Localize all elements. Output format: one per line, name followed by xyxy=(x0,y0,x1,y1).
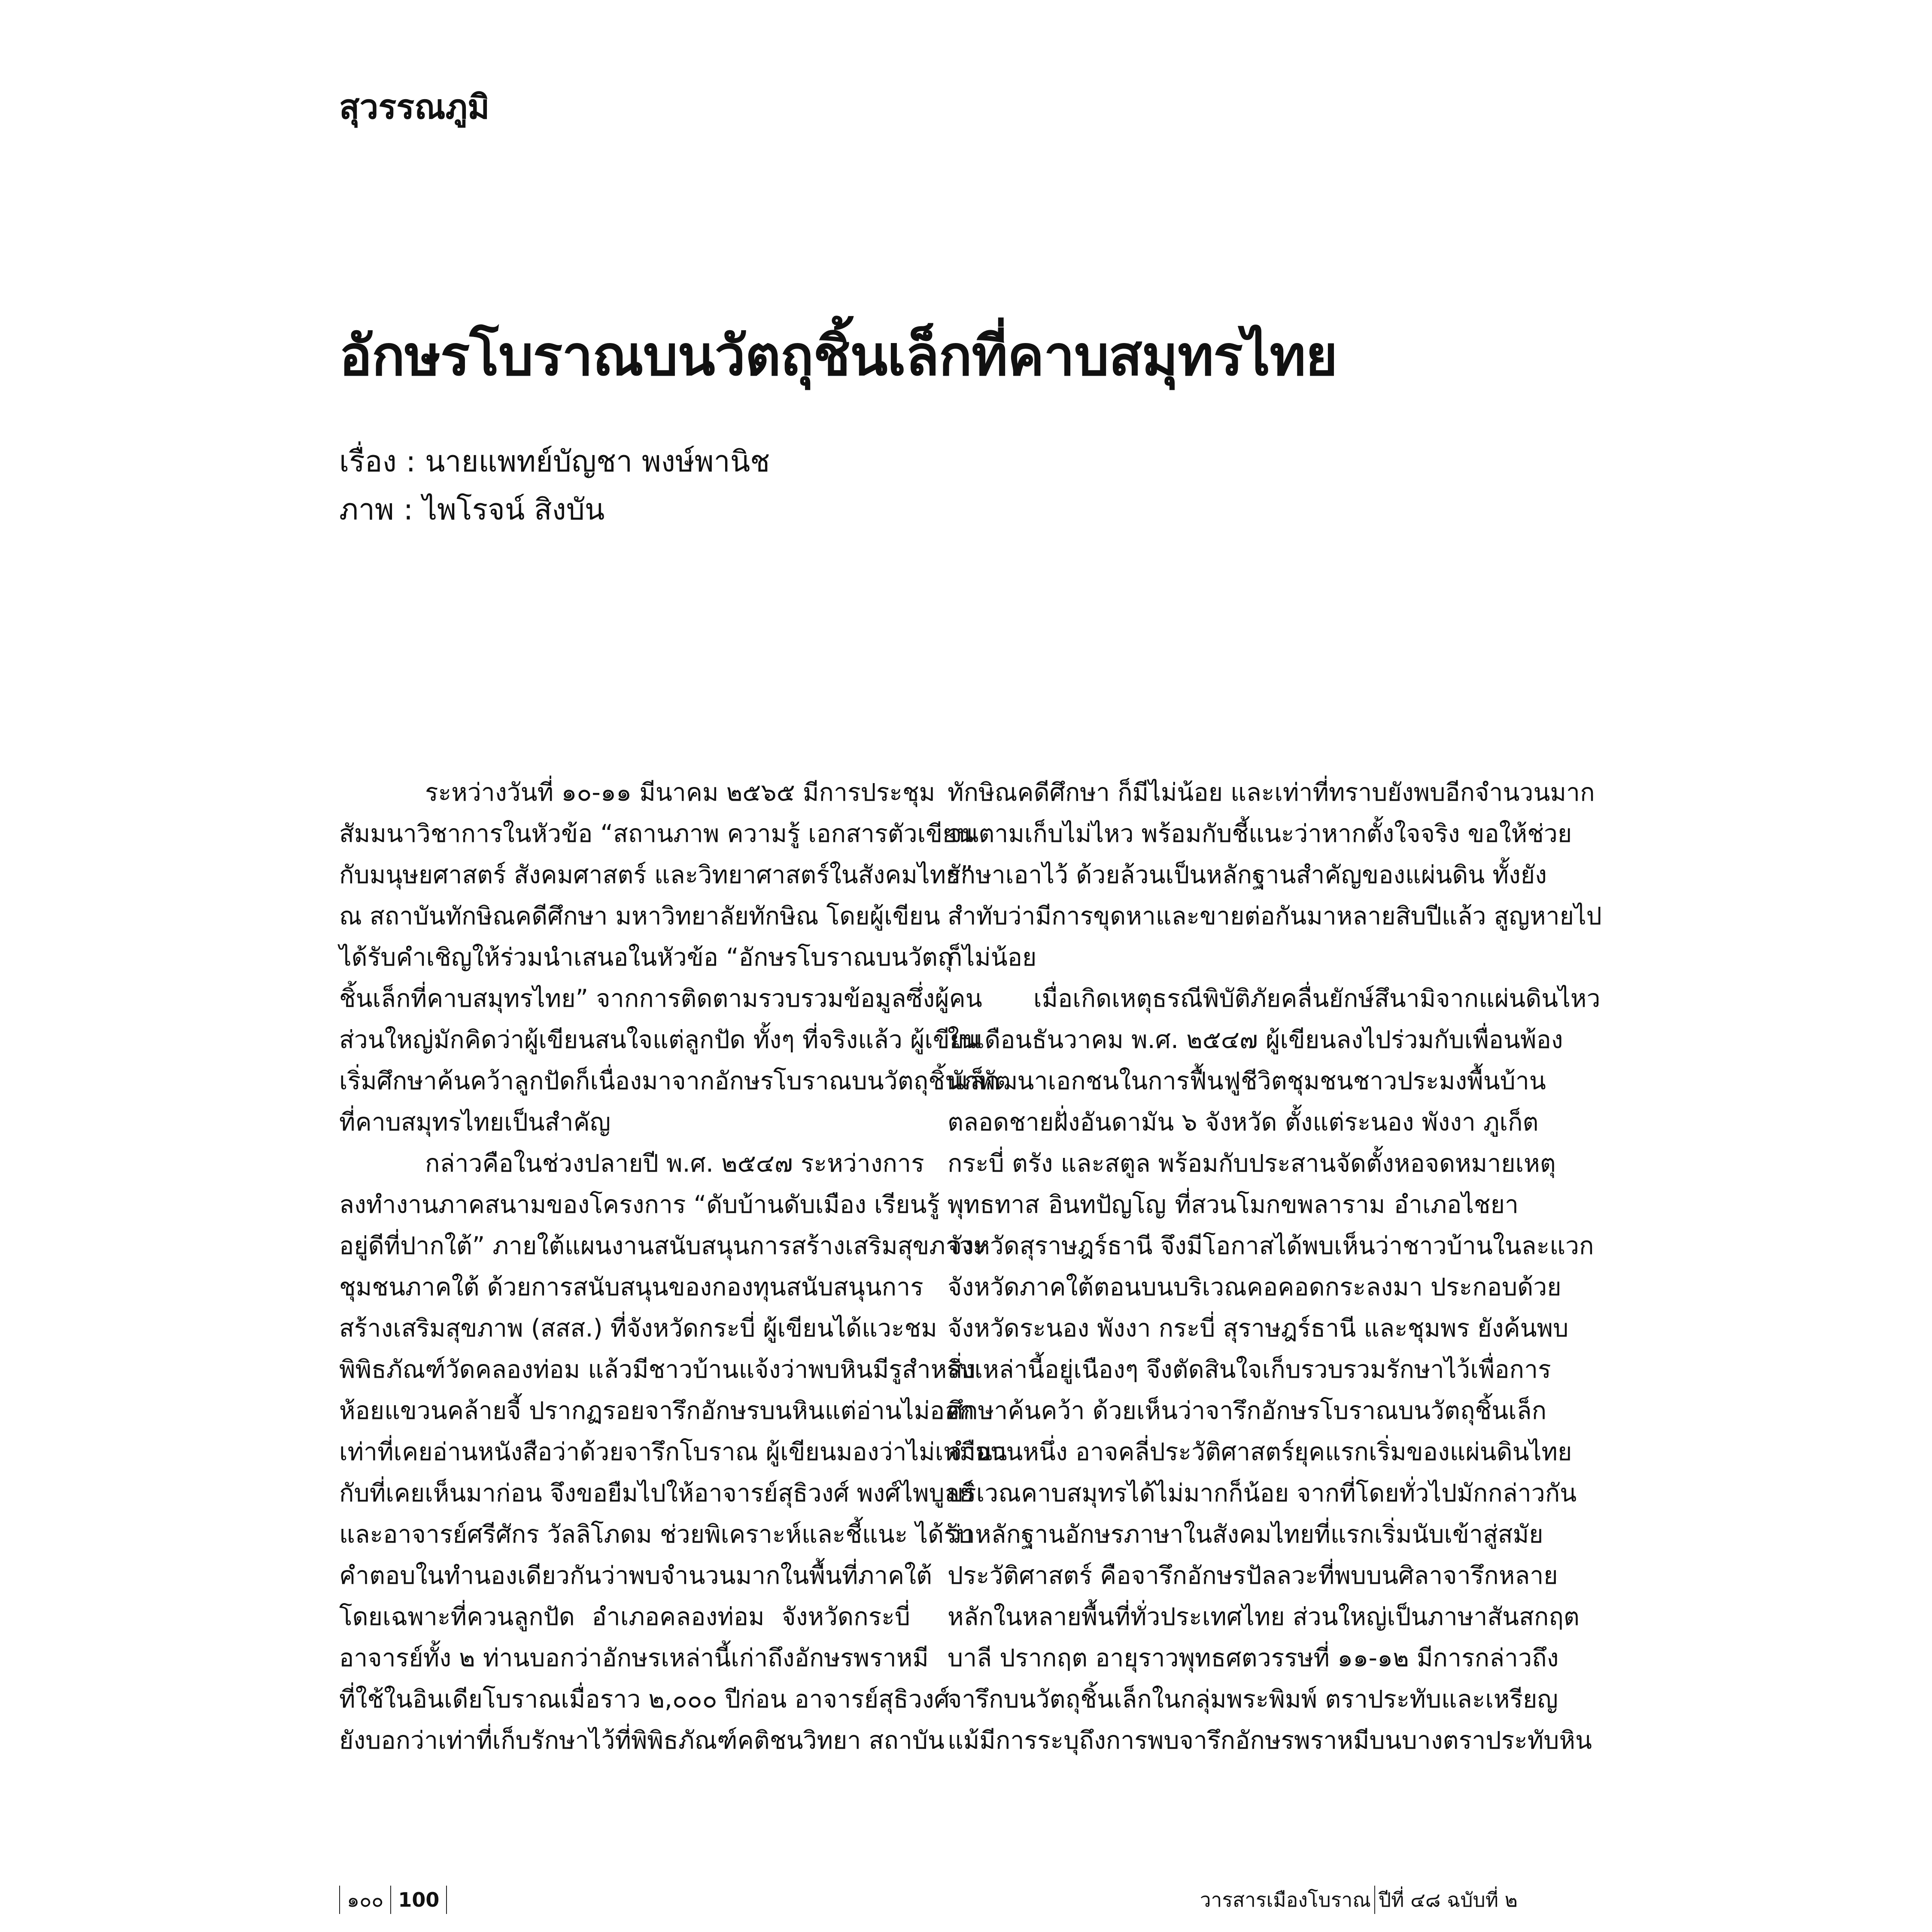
body-text-line: ทักษิณคดีศึกษา ก็มีไม่น้อย และเท่าที่ทราบยังพบอีกจำนวนมาก xyxy=(948,778,1595,807)
body-text-line: จนตามเก็บไม่ไหว พร้อมกับชี้แนะว่าหากตั้งใจจริง ขอให้ช่วย xyxy=(948,820,1572,848)
body-text-line: นักพัฒนาเอกชนในการฟื้นฟูชีวิตชุมชนชาวประมงพื้นบ้าน xyxy=(948,1067,1546,1095)
page-footer xyxy=(339,1885,1518,1915)
body-text-line: เริ่มศึกษาค้นคว้าลูกปัดก็เนื่องมาจากอักษรโบราณบนวัตถุชิ้นเล็ก xyxy=(339,1067,1000,1095)
divider xyxy=(390,1886,391,1914)
journal-issue: ปีที่ ๔๘ ฉบับที่ ๒ xyxy=(1378,1888,1518,1911)
journal-name: วารสารเมืองโบราณ xyxy=(1200,1888,1371,1911)
body-text-line: พิพิธภัณฑ์วัดคลองท่อม แล้วมีชาวบ้านแจ้งว่าพบหินมีรูสำหรับ xyxy=(339,1355,976,1384)
body-text-line: ก็ไม่น้อย xyxy=(948,943,1037,972)
body-text-line: ส่วนใหญ่มักคิดว่าผู้เขียนสนใจแต่ลูกปัด ทั้งๆ ที่จริงแล้ว ผู้เขียน xyxy=(339,1026,981,1054)
body-text-line: โดยเฉพาะที่ควนลูกปัด อำเภอคลองท่อม จังหวัดกระบี่ xyxy=(339,1603,910,1631)
body-text-line: จังหวัดภาคใต้ตอนบนบริเวณคอคอดกระลงมา ประกอบด้วย xyxy=(948,1273,1561,1301)
body-text-line: บริเวณคาบสมุทรได้ไม่มากก็น้อย จากที่โดยทั่วไปมักกล่าวกัน xyxy=(948,1479,1577,1507)
article-credits xyxy=(339,438,770,534)
body-text-line: ระหว่างวันที่ ๑๐-๑๑ มีนาคม ๒๕๖๕ มีการประชุม xyxy=(425,778,936,807)
body-text-line: สัมมนาวิชาการในหัวข้อ “สถานภาพ ความรู้ เอกสารตัวเขียน xyxy=(339,820,974,848)
body-text-line: พุทธทาส อินทปัญโญ ที่สวนโมกขพลาราม อำเภอไชยา xyxy=(948,1191,1519,1219)
page-number-arabic: 100 xyxy=(398,1888,440,1911)
body-text-line: ตลอดชายฝั่งอันดามัน ๖ จังหวัด ตั้งแต่ระนอง พังงา ภูเก็ต xyxy=(948,1108,1539,1136)
body-text-line: กับมนุษยศาสตร์ สังคมศาสตร์ และวิทยาศาสตร์ในสังคมไทย” xyxy=(339,861,973,889)
body-text-line: ยังบอกว่าเท่าที่เก็บรักษาไว้ที่พิพิธภัณฑ์คติชนวิทยา สถาบัน xyxy=(339,1726,945,1755)
body-text-line: อยู่ดีที่ปากใต้” ภายใต้แผนงานสนับสนุนการสร้างเสริมสุขภาวะ xyxy=(339,1232,986,1260)
photo-credit-line: ภาพ : ไพโรจน์ สิงบัน xyxy=(339,493,605,527)
body-text-line: ศึกษาค้นคว้า ด้วยเห็นว่าจารึกอักษรโบราณบนวัตถุชิ้นเล็ก xyxy=(948,1397,1547,1425)
body-text-line: กระบี่ ตรัง และสตูล พร้อมกับประสานจัดตั้งหอจดหมายเหตุ xyxy=(948,1149,1556,1178)
body-text-line: ชิ้นเล็กที่คาบสมุทรไทย” จากการติดตามรวบรวมข้อมูลซึ่งผู้คน xyxy=(339,984,982,1013)
body-text-line: จารึกบนวัตถุชิ้นเล็กในกลุ่มพระพิมพ์ ตราประทับและเหรียญ xyxy=(948,1685,1558,1713)
body-text-line: ที่คาบสมุทรไทยเป็นสำคัญ xyxy=(339,1108,611,1136)
body-text-line: และอาจารย์ศรีศักร วัลลิโภดม ช่วยพิเคราะห์และชี้แนะ ได้รับ xyxy=(339,1520,972,1549)
body-text-line: สิ่งเหล่านี้อยู่เนืองๆ จึงตัดสินใจเก็บรวบรวมรักษาไว้เพื่อการ xyxy=(948,1355,1551,1384)
body-text-line: สำทับว่ามีการขุดหาและขายต่อกันมาหลายสิบปีแล้ว สูญหายไป xyxy=(948,902,1602,930)
body-text-line: ในเดือนธันวาคม พ.ศ. ๒๕๔๗ ผู้เขียนลงไปร่วมกับเพื่อนพ้อง xyxy=(948,1026,1563,1054)
body-text-line: รักษาเอาไว้ ด้วยล้วนเป็นหลักฐานสำคัญของแผ่นดิน ทั้งยัง xyxy=(948,861,1547,889)
body-text-line: แม้มีการระบุถึงการพบจารึกอักษรพราหมีบนบางตราประทับหิน xyxy=(948,1726,1592,1755)
body-text-line: ที่ใช้ในอินเดียโบราณเมื่อราว ๒,๐๐๐ ปีก่อน อาจารย์สุธิวงศ์ xyxy=(339,1685,950,1713)
body-text-line: ห้อยแขวนคล้ายจี้ ปรากฏรอยจารึกอักษรบนหินแต่อ่านไม่ออก xyxy=(339,1397,975,1425)
article-title: อักษรโบราณบนวัตถุชิ้นเล็กที่คาบสมุทรไทย xyxy=(339,324,1337,388)
page-number xyxy=(339,1885,454,1915)
journal-info xyxy=(1200,1885,1518,1915)
body-text-line: จำนวนหนึ่ง อาจคลี่ประวัติศาสตร์ยุคแรกเริ่มของแผ่นดินไทย xyxy=(948,1438,1572,1466)
author-line: เรื่อง : นายแพทย์บัญชา พงษ์พานิช xyxy=(339,445,770,479)
body-text-line: ว่าหลักฐานอักษรภาษาในสังคมไทยที่แรกเริ่มนับเข้าสู่สมัย xyxy=(948,1520,1543,1549)
body-text-line: กล่าวคือในช่วงปลายปี พ.ศ. ๒๕๔๗ ระหว่างการ xyxy=(425,1149,924,1178)
body-text-line: เท่าที่เคยอ่านหนังสือว่าด้วยจารึกโบราณ ผู้เขียนมองว่าไม่เหมือน xyxy=(339,1438,1007,1466)
body-column-right xyxy=(948,772,1602,1761)
body-text-line: จังหวัดระนอง พังงา กระบี่ สุราษฎร์ธานี และชุมพร ยังค้นพบ xyxy=(948,1314,1569,1343)
body-text-line: ได้รับคำเชิญให้ร่วมนำเสนอในหัวข้อ “อักษรโบราณบนวัตถุ xyxy=(339,943,953,972)
divider xyxy=(339,1886,340,1914)
body-text-line: ลงทำงานภาคสนามของโครงการ “ดับบ้านดับเมือง เรียนรู้ xyxy=(339,1191,940,1219)
body-text-line: กับที่เคยเห็นมาก่อน จึงขอยืมไปให้อาจารย์สุธิวงศ์ พงศ์ไพบูลย์ xyxy=(339,1479,974,1507)
body-text-line: ประวัติศาสตร์ คือจารึกอักษรปัลลวะที่พบบนศิลาจารึกหลาย xyxy=(948,1561,1558,1590)
divider xyxy=(1374,1886,1375,1914)
body-text-line: บาลี ปรากฤต อายุราวพุทธศตวรรษที่ ๑๑-๑๒ มีการกล่าวถึง xyxy=(948,1644,1559,1672)
section-label: สุวรรณภูมิ xyxy=(339,88,490,127)
body-text-line: อาจารย์ทั้ง ๒ ท่านบอกว่าอักษรเหล่านี้เก่าถึงอักษรพราหมี xyxy=(339,1644,929,1672)
body-text-line: ชุมชนภาคใต้ ด้วยการสนับสนุนของกองทุนสนับสนุนการ xyxy=(339,1273,923,1301)
divider xyxy=(446,1886,447,1914)
body-text-line: สร้างเสริมสุขภาพ (สสส.) ที่จังหวัดกระบี่ ผู้เขียนได้แวะชม xyxy=(339,1314,937,1343)
body-text-line: คำตอบในทำนองเดียวกันว่าพบจำนวนมากในพื้นที่ภาคใต้ xyxy=(339,1561,933,1590)
body-text-line: เมื่อเกิดเหตุธรณีพิบัติภัยคลื่นยักษ์สึนามิจากแผ่นดินไหว xyxy=(1033,984,1601,1013)
body-text-line: หลักในหลายพื้นที่ทั่วประเทศไทย ส่วนใหญ่เป็นภาษาสันสกฤต xyxy=(948,1603,1580,1631)
page-number-thai: ๑๐๐ xyxy=(347,1888,384,1911)
body-text-line: จังหวัดสุราษฎร์ธานี จึงมีโอกาสได้พบเห็นว่าชาวบ้านในละแวก xyxy=(948,1232,1594,1260)
body-text-line: ณ สถาบันทักษิณคดีศึกษา มหาวิทยาลัยทักษิณ โดยผู้เขียน xyxy=(339,902,940,930)
